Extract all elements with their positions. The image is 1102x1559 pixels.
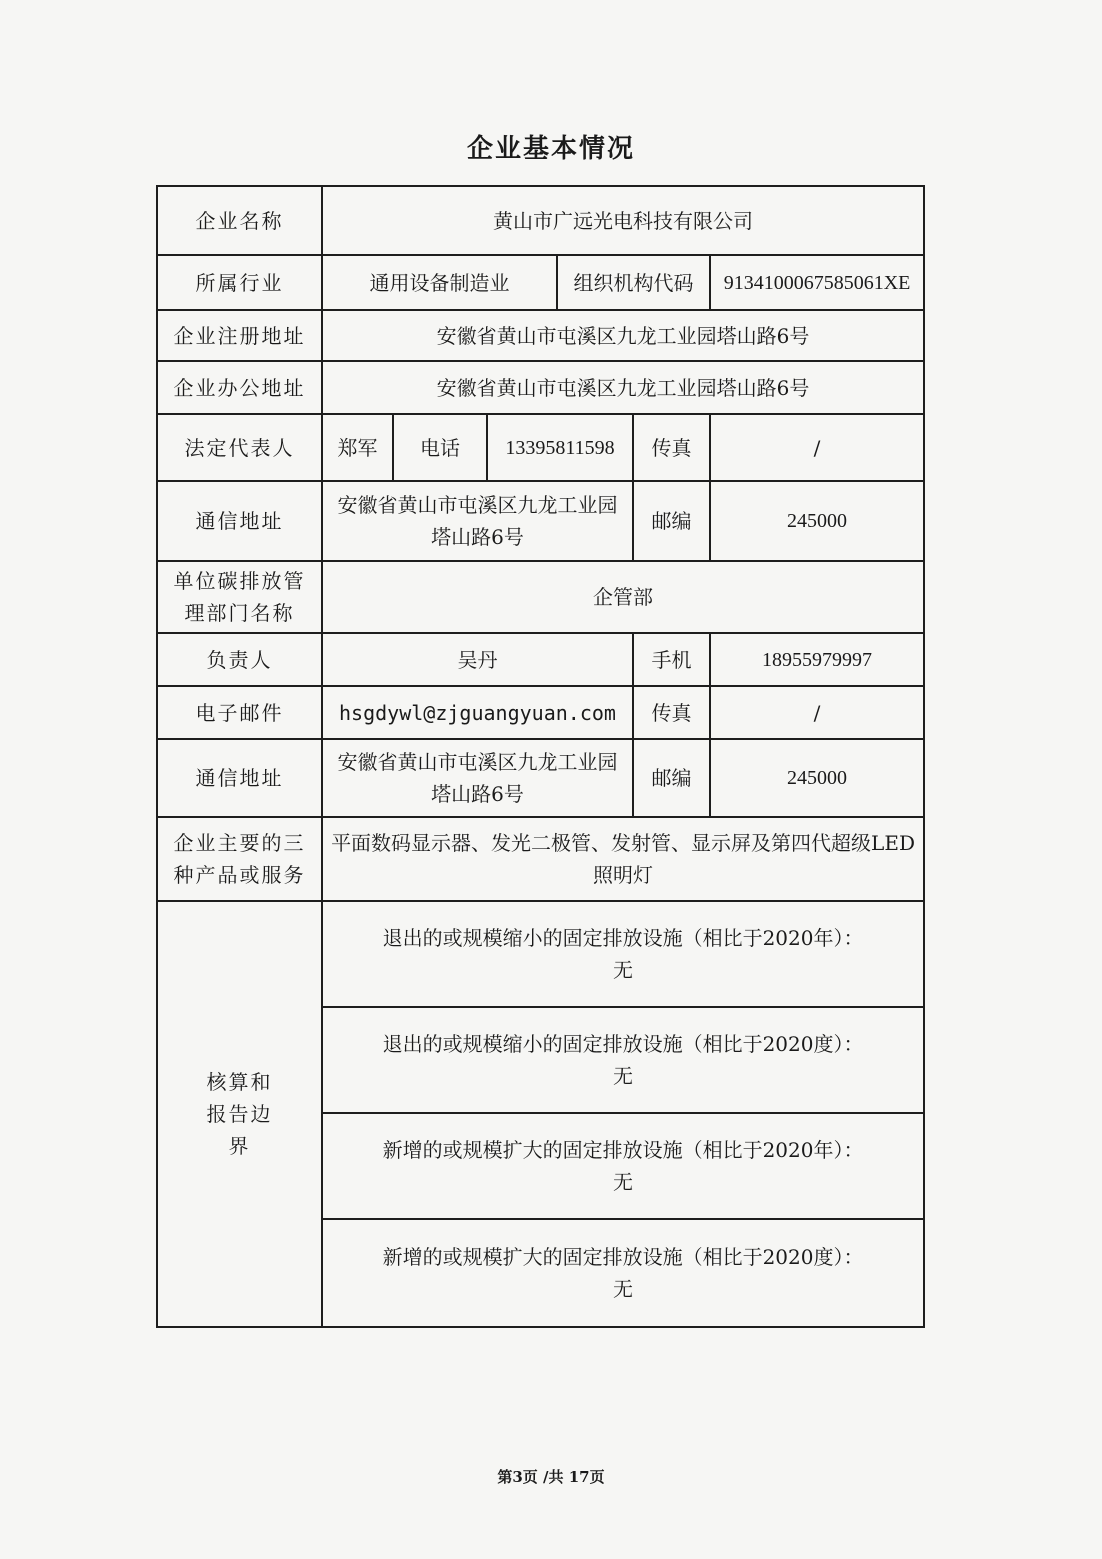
email-value: hsgdywl@zjguangyuan.com xyxy=(322,686,633,739)
boundary-item xyxy=(322,1007,924,1113)
boundary-item-value: 无 xyxy=(613,1170,634,1194)
products-value: 平面数码显示器、发光二极管、发射管、显示屏及第四代超级LED照明灯 xyxy=(322,817,924,901)
mailing-address-2-value: 安徽省黄山市屯溪区九龙工业园塔山路6号 xyxy=(322,739,633,817)
person-in-charge-name: 吴丹 xyxy=(322,633,633,686)
row-products xyxy=(157,817,924,901)
carbon-dept-label: 单位碳排放管理部门名称 xyxy=(157,561,322,633)
postcode-label: 邮编 xyxy=(633,481,710,561)
legal-rep-label: 法定代表人 xyxy=(157,414,322,481)
email-label: 电子邮件 xyxy=(157,686,322,739)
boundary-item-value: 无 xyxy=(613,1064,634,1088)
boundary-item-heading: 新增的或规模扩大的固定排放设施（相比于2020年）： xyxy=(382,1138,864,1162)
boundary-item-heading: 退出的或规模缩小的固定排放设施（相比于2020年）： xyxy=(382,926,864,950)
postcode-value: 245000 xyxy=(710,481,924,561)
office-address-label: 企业办公地址 xyxy=(157,361,322,414)
row-person-in-charge xyxy=(157,633,924,686)
mailing-address-label: 通信地址 xyxy=(157,481,322,561)
fax-value: / xyxy=(710,414,924,481)
boundary-item xyxy=(322,901,924,1007)
boundary-label: 核算和报告边界 xyxy=(157,901,322,1327)
carbon-dept-value: 企管部 xyxy=(322,561,924,633)
boundary-item-heading: 退出的或规模缩小的固定排放设施（相比于2020度）： xyxy=(382,1032,864,1056)
person-in-charge-label: 负责人 xyxy=(157,633,322,686)
boundary-item-value: 无 xyxy=(613,1277,634,1301)
industry-value: 通用设备制造业 xyxy=(322,255,557,310)
phone-label: 电话 xyxy=(393,414,487,481)
row-office-address xyxy=(157,361,924,414)
row-industry xyxy=(157,255,924,310)
legal-rep-name: 郑军 xyxy=(322,414,393,481)
phone-value: 13395811598 xyxy=(487,414,633,481)
boundary-item xyxy=(322,1113,924,1219)
company-name-label: 企业名称 xyxy=(157,186,322,255)
boundary-item xyxy=(322,1219,924,1327)
registered-address-label: 企业注册地址 xyxy=(157,310,322,361)
row-carbon-dept xyxy=(157,561,924,633)
registered-address-value: 安徽省黄山市屯溪区九龙工业园塔山路6号 xyxy=(322,310,924,361)
boundary-item-value: 无 xyxy=(613,958,634,982)
products-label: 企业主要的三种产品或服务 xyxy=(157,817,322,901)
page-title: 企业基本情况 xyxy=(466,134,635,164)
postcode-2-value: 245000 xyxy=(710,739,924,817)
mailing-address-2-label: 通信地址 xyxy=(157,739,322,817)
email-fax-label: 传真 xyxy=(633,686,710,739)
company-name-value: 黄山市广远光电科技有限公司 xyxy=(322,186,924,255)
office-address-value: 安徽省黄山市屯溪区九龙工业园塔山路6号 xyxy=(322,361,924,414)
org-code-label: 组织机构代码 xyxy=(557,255,710,310)
page-number: 第3页 /共 17页 xyxy=(497,1468,605,1486)
mobile-label: 手机 xyxy=(633,633,710,686)
row-mailing-address-1 xyxy=(157,481,924,561)
row-mailing-address-2 xyxy=(157,739,924,817)
mailing-address-value: 安徽省黄山市屯溪区九龙工业园塔山路6号 xyxy=(322,481,633,561)
row-legal-rep xyxy=(157,414,924,481)
mobile-value: 18955979997 xyxy=(710,633,924,686)
row-registered-address xyxy=(157,310,924,361)
postcode-2-label: 邮编 xyxy=(633,739,710,817)
fax-label: 传真 xyxy=(633,414,710,481)
boundary-item-heading: 新增的或规模扩大的固定排放设施（相比于2020度）： xyxy=(382,1245,864,1269)
org-code-value: 9134100067585061XE xyxy=(710,255,924,310)
row-company-name xyxy=(157,186,924,255)
row-email xyxy=(157,686,924,739)
row-boundary-1 xyxy=(157,901,924,1007)
email-fax-value: / xyxy=(710,686,924,739)
industry-label: 所属行业 xyxy=(157,255,322,310)
company-info-table xyxy=(156,185,925,1328)
